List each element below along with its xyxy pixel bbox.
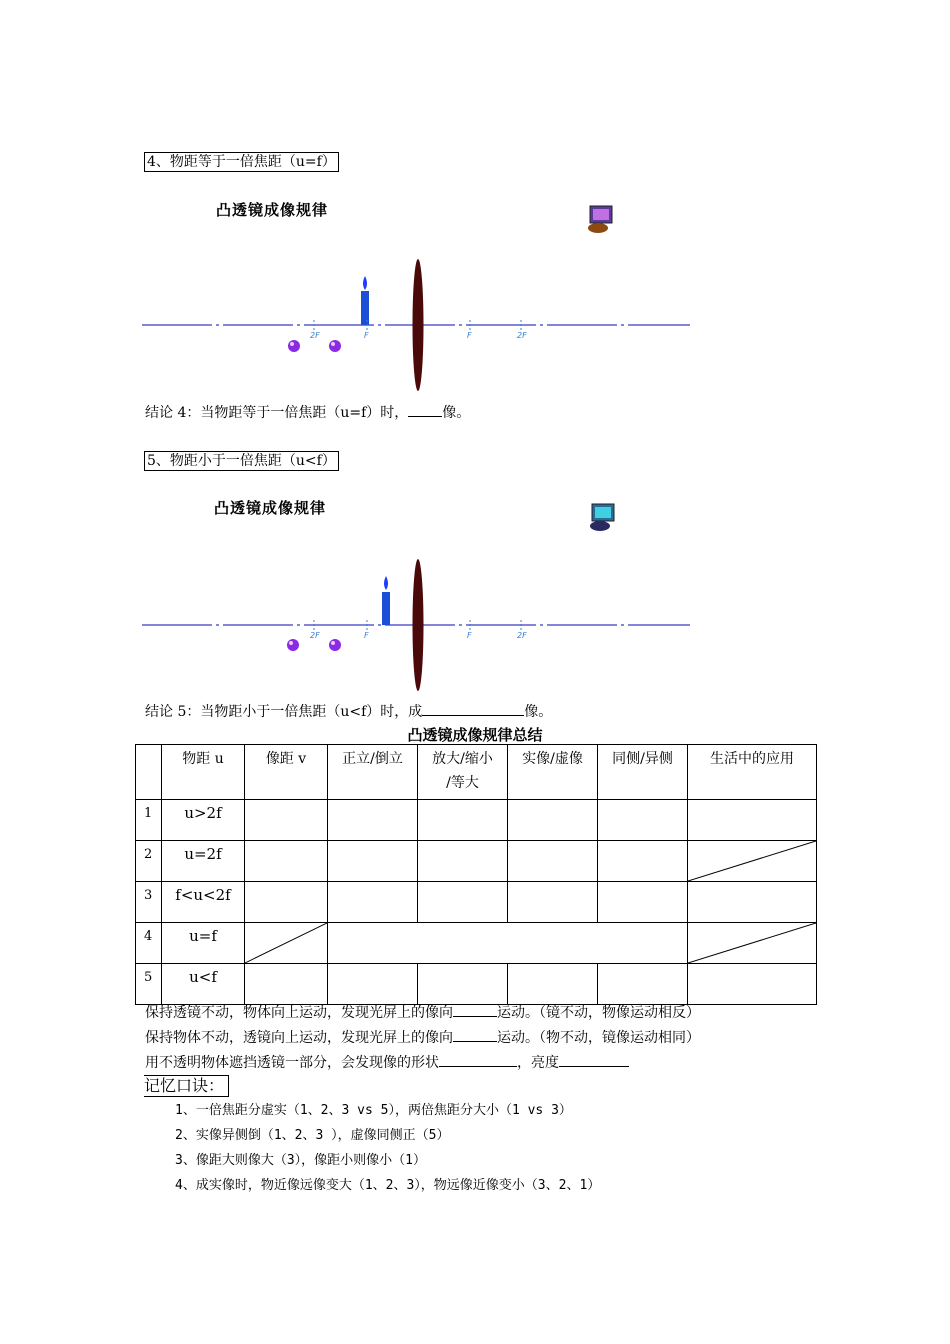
answer-blank[interactable] xyxy=(439,1052,517,1067)
row-number: 5 xyxy=(136,964,162,1005)
answer-cell[interactable] xyxy=(328,800,418,841)
summary-table xyxy=(135,744,817,1005)
paragraph-object-moves: 保持透镜不动，物体向上运动，发现光屏上的像向 运动。（镜不动，物像运动相反） xyxy=(145,1002,700,1022)
row-distance: u>2f xyxy=(162,800,245,841)
answer-blank[interactable] xyxy=(559,1052,629,1067)
section5-conclusion: 结论 5：当物距小于一倍焦距（u<f）时，成 像。 xyxy=(145,701,552,721)
merged-empty-cell xyxy=(328,923,688,964)
row-distance: u=f xyxy=(162,923,245,964)
computer-icon[interactable] xyxy=(588,206,612,233)
tick-label-left-f: F xyxy=(364,331,369,340)
row-number: 1 xyxy=(136,800,162,841)
answer-cell[interactable] xyxy=(328,882,418,923)
tick-label-right-f: F xyxy=(467,631,472,640)
row-number: 4 xyxy=(136,923,162,964)
header-cell xyxy=(136,745,162,800)
header-cell: 实像/虚像 xyxy=(508,745,598,800)
answer-cell[interactable] xyxy=(508,800,598,841)
answer-cell[interactable] xyxy=(508,841,598,882)
answer-cell[interactable] xyxy=(598,964,688,1005)
answer-blank[interactable] xyxy=(408,402,442,417)
convex-lens[interactable] xyxy=(413,259,424,391)
row-distance: u<f xyxy=(162,964,245,1005)
memory-title: 记忆口诀： xyxy=(144,1075,229,1097)
section4-heading: 4、物距等于一倍焦距（u=f） xyxy=(144,152,339,172)
header-cell: 生活中的应用 xyxy=(688,745,817,800)
answer-cell[interactable] xyxy=(418,841,508,882)
tick-label-left-2f: 2F xyxy=(310,631,320,640)
answer-cell[interactable] xyxy=(418,964,508,1005)
answer-cell[interactable] xyxy=(508,882,598,923)
answer-blank[interactable] xyxy=(453,1027,497,1042)
paragraph-lens-moves: 保持物体不动，透镜向上运动，发现光屏上的像向 运动。（物不动，镜像运动相同） xyxy=(145,1027,700,1047)
section4-conclusion: 结论 4：当物距等于一倍焦距（u=f）时， 像。 xyxy=(145,402,470,422)
answer-cell[interactable] xyxy=(245,800,328,841)
memory-item: 1、一倍焦距分虚实（1、2、3 vs 5），两倍焦距分大小（1 vs 3） xyxy=(175,1103,572,1118)
answer-blank[interactable] xyxy=(453,1002,497,1017)
answer-cell[interactable] xyxy=(328,841,418,882)
computer-icon[interactable] xyxy=(590,504,614,531)
control-button-left[interactable] xyxy=(288,340,300,352)
answer-cell[interactable] xyxy=(328,964,418,1005)
control-button-right[interactable] xyxy=(329,639,341,651)
answer-cell[interactable] xyxy=(245,882,328,923)
section4-diagram-title: 凸透镜成像规律 xyxy=(216,201,329,219)
convex-lens[interactable] xyxy=(413,559,424,691)
tick-label-right-f: F xyxy=(467,331,472,340)
tick-label-right-2f: 2F xyxy=(517,631,527,640)
answer-cell[interactable] xyxy=(418,882,508,923)
memory-item: 4、成实像时，物近像远像变大（1、2、3），物远像近像变小（3、2、1） xyxy=(175,1178,601,1193)
answer-cell[interactable] xyxy=(598,882,688,923)
candle-icon[interactable] xyxy=(382,576,390,625)
row-number: 2 xyxy=(136,841,162,882)
answer-cell[interactable] xyxy=(245,964,328,1005)
row-distance: f<u<2f xyxy=(162,882,245,923)
control-button-left[interactable] xyxy=(287,639,299,651)
paragraph-lens-blocked: 用不透明物体遮挡透镜一部分，会发现像的形状 ，亮度 xyxy=(145,1052,629,1072)
answer-cell[interactable] xyxy=(418,800,508,841)
answer-blank[interactable] xyxy=(422,701,524,716)
row-number: 3 xyxy=(136,882,162,923)
memory-item: 3、像距大则像大（3），像距小则像小（1） xyxy=(175,1153,426,1168)
row-distance: u=2f xyxy=(162,841,245,882)
candle-icon[interactable] xyxy=(361,276,369,325)
memory-item: 2、实像异侧倒（1、2、3 ），虚像同侧正（5） xyxy=(175,1128,450,1143)
table-header-row xyxy=(136,745,817,800)
section5-diagram-title: 凸透镜成像规律 xyxy=(214,499,327,517)
section5-lens-diagram xyxy=(140,500,700,700)
table-row xyxy=(136,923,817,964)
control-button-right[interactable] xyxy=(329,340,341,352)
section5-heading: 5、物距小于一倍焦距（u<f） xyxy=(144,451,339,471)
crossed-out-cell xyxy=(245,923,328,964)
answer-cell[interactable] xyxy=(688,882,817,923)
summary-title: 凸透镜成像规律总结 xyxy=(407,726,543,744)
header-cell: 同侧/异侧 xyxy=(598,745,688,800)
answer-cell[interactable] xyxy=(688,964,817,1005)
crossed-out-cell xyxy=(688,923,817,964)
answer-cell[interactable] xyxy=(598,841,688,882)
table-row xyxy=(136,882,817,923)
answer-cell[interactable] xyxy=(598,800,688,841)
table-row xyxy=(136,800,817,841)
header-cell: 像距 v xyxy=(245,745,328,800)
header-cell: 正立/倒立 xyxy=(328,745,418,800)
header-cell: 物距 u xyxy=(162,745,245,800)
answer-cell[interactable] xyxy=(688,800,817,841)
header-cell: 放大/缩小 /等大 xyxy=(418,745,508,800)
answer-cell[interactable] xyxy=(245,841,328,882)
crossed-out-cell xyxy=(688,841,817,882)
section4-lens-diagram xyxy=(140,200,700,400)
tick-label-left-f: F xyxy=(364,631,369,640)
answer-cell[interactable] xyxy=(508,964,598,1005)
table-row xyxy=(136,841,817,882)
tick-label-left-2f: 2F xyxy=(310,331,320,340)
table-row xyxy=(136,964,817,1005)
tick-label-right-2f: 2F xyxy=(517,331,527,340)
